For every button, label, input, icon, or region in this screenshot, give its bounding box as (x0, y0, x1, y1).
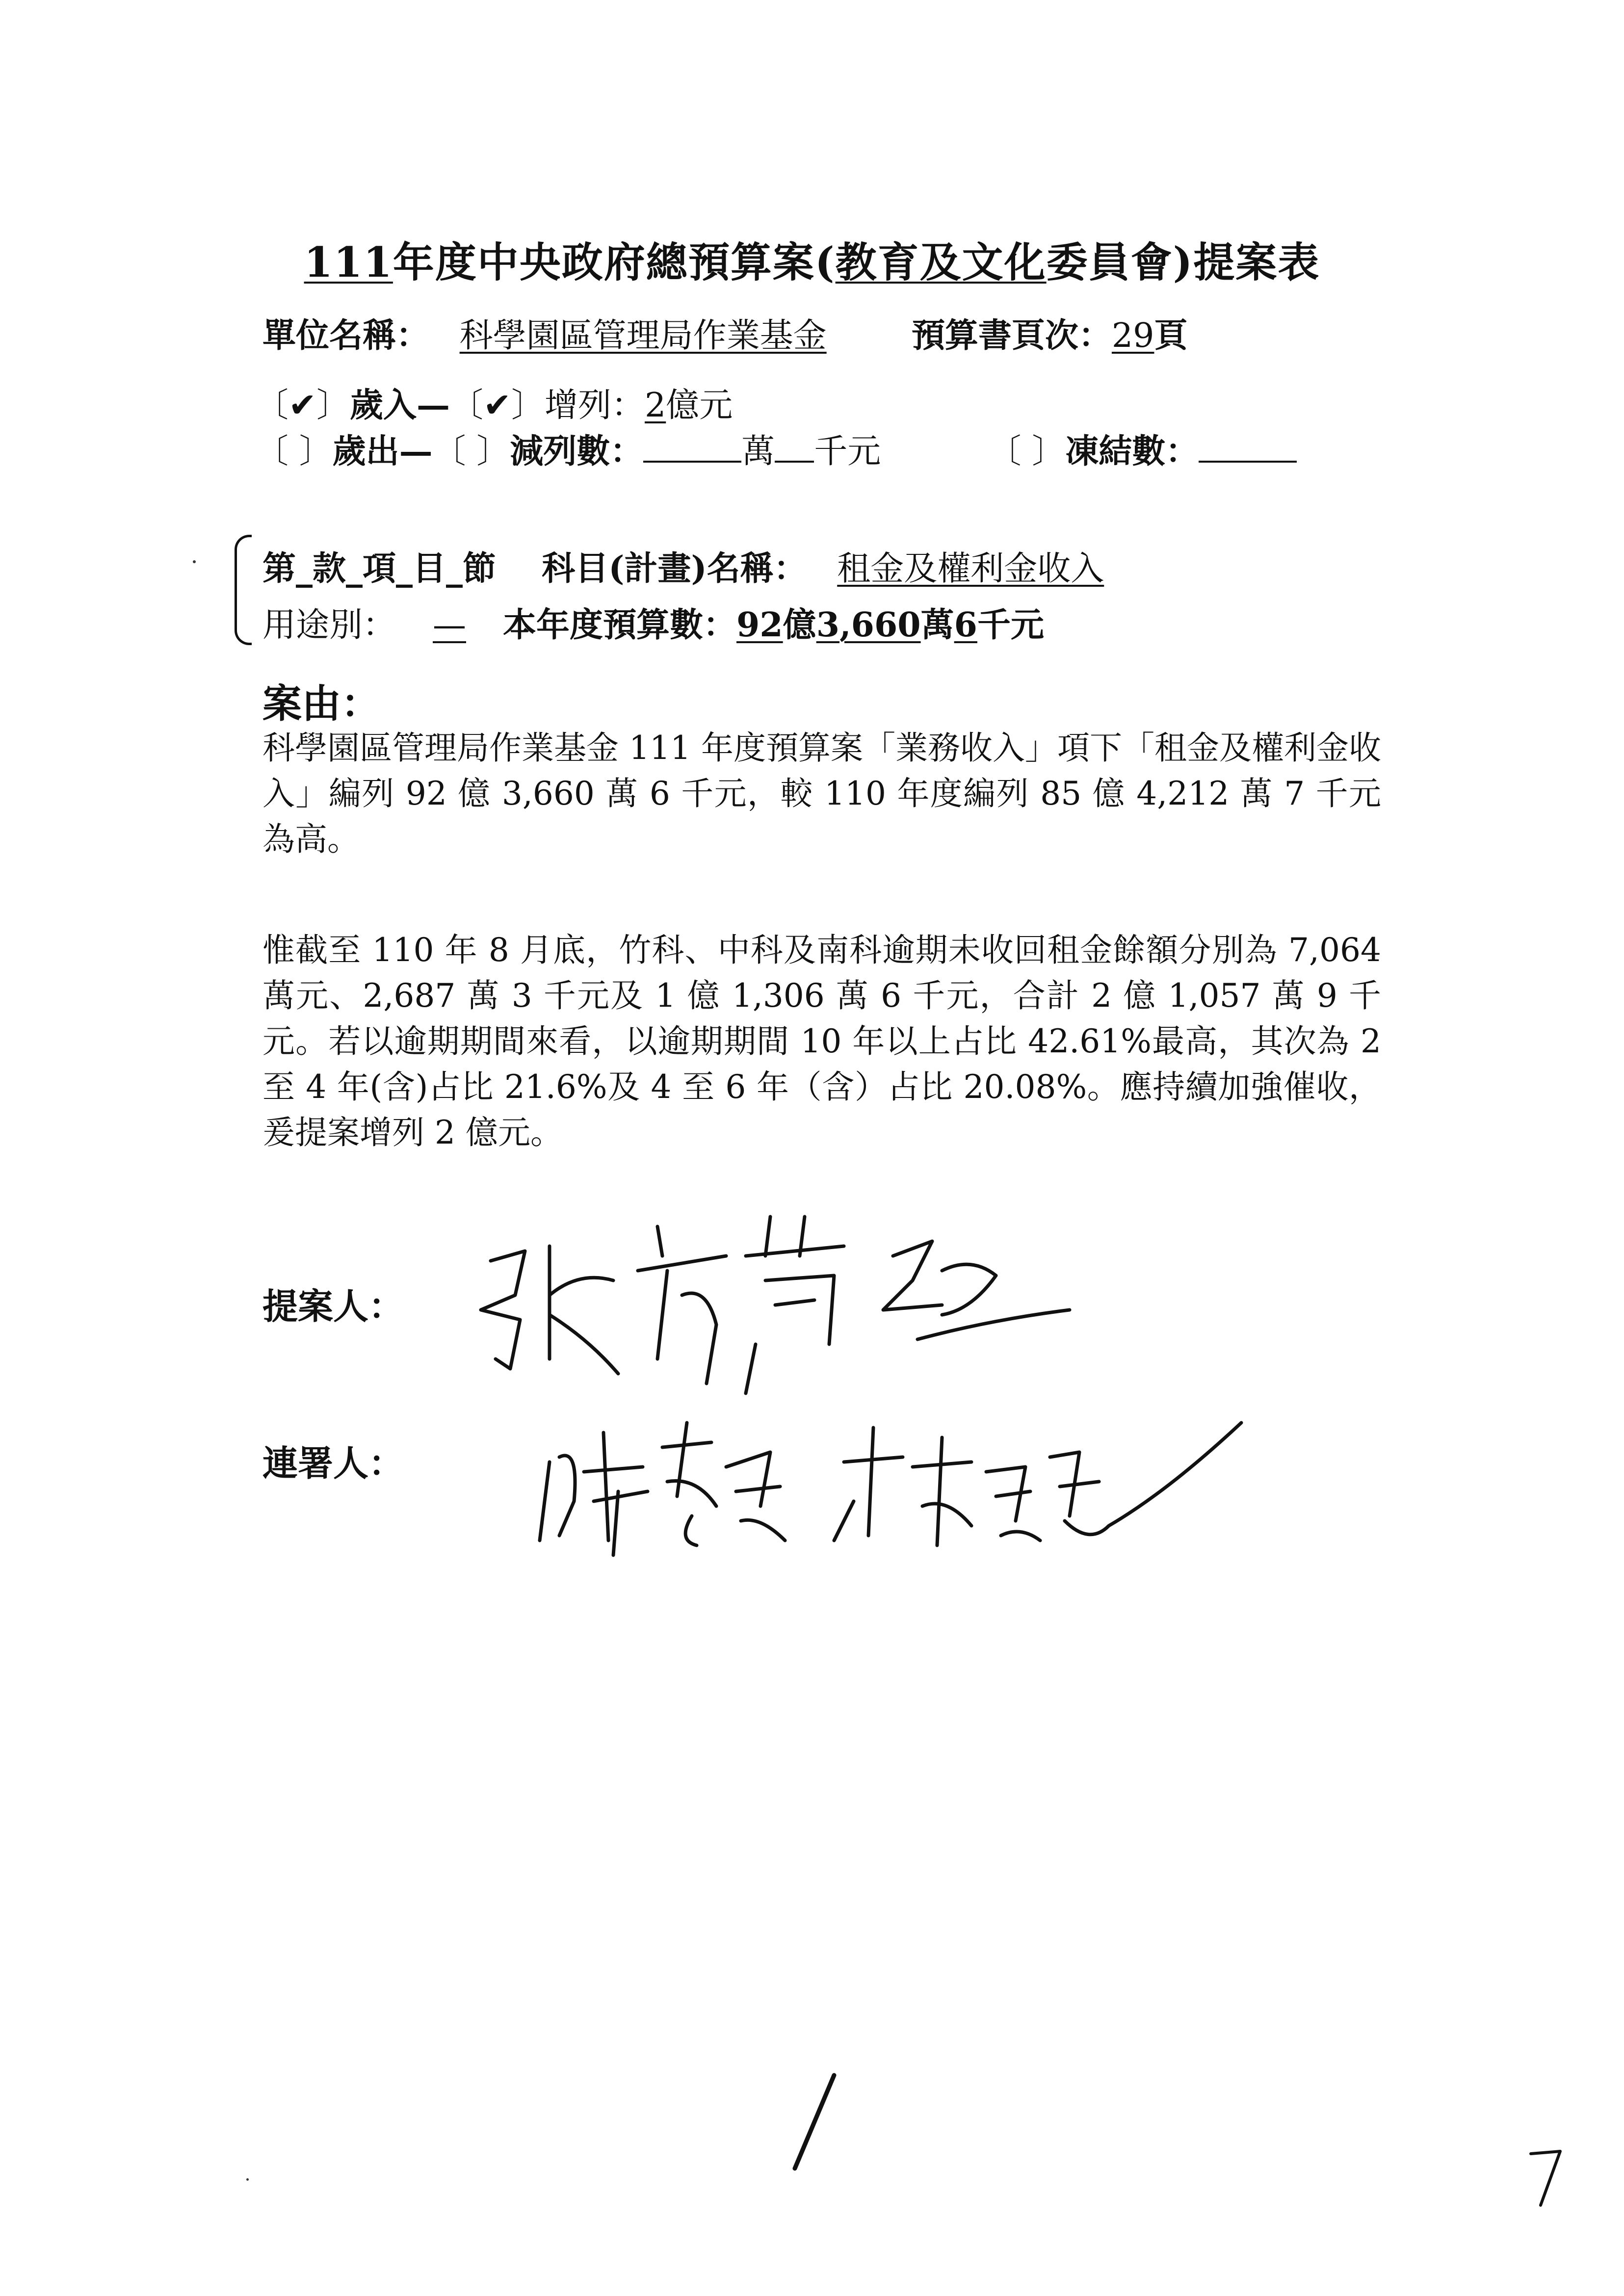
cosigner-signatures (530, 1379, 1266, 1565)
budget-qian-number: 6 (954, 605, 977, 645)
item-line (262, 542, 1133, 590)
usage-value: — (433, 606, 467, 645)
decrease-wan-blank (643, 427, 741, 463)
item-name-value: 租金及權利金收入 (837, 549, 1104, 588)
handwritten-mark-1 (780, 2070, 849, 2178)
freeze-blank (1199, 427, 1297, 463)
budget-wan-unit: 萬 (920, 605, 954, 645)
unit-line (262, 309, 1187, 357)
reason-heading: 案由： (262, 680, 380, 727)
increase-amount: 2 (645, 386, 666, 425)
increase-checkbox: 〔✔〕 (450, 386, 545, 425)
reason-paragraph-1: 科學園區管理局作業基金 111 年度預算案「業務收入」項下「租金及權利金收入」編列 92 億 3,660 萬 6 千元，較 110 年度編列 85 億 4,212 萬 7 千元為高。 (262, 729, 1381, 858)
budget-label: 本年度預算數： (503, 605, 737, 645)
title-text-a: 年度中央政府總預算案( (393, 238, 836, 287)
item-name-label: 科目(計畫)名稱： (542, 549, 807, 588)
budget-yi-number: 92 (736, 605, 783, 645)
item-bracket (235, 535, 252, 645)
reason-paragraph-2: 惟截至 110 年 8 月底，竹科、中科及南科逾期未收回租金餘額分別為 7,064 萬元、2,687 萬 3 千元及 1 億 1,306 萬 6 千元，合計 2 億 1,057 萬 9 千元。若以逾期期間來看，以逾期期間 10 年以上占比 42.61%最高，其次為 2 至 4 年(含)占比 21.6%及 4 至 6 年（含）占比 20.08%。應持續加強催收，爰提案增列 2 億元。 (262, 931, 1381, 1151)
expense-line (255, 425, 1297, 472)
item-prefix: 第_款_項_目_節 (262, 549, 497, 588)
title-year: 111 (304, 238, 393, 287)
decrease-wan: 萬 (741, 432, 775, 471)
expense-label: 歲出— (332, 432, 433, 471)
unit-label: 單位名稱： (262, 316, 430, 355)
proposer-signature (451, 1197, 1138, 1403)
budget-qian-unit: 千元 (977, 605, 1044, 645)
usage-line (262, 599, 1044, 646)
page-number-7 (1526, 2144, 1570, 2213)
usage-label: 用途別： (262, 606, 396, 645)
increase-unit: 億元 (666, 386, 733, 425)
budget-yi-unit: 億 (783, 605, 816, 645)
decrease-checkbox: 〔 〕 (432, 432, 510, 471)
page-value: 29 (1111, 316, 1154, 355)
decrease-label: 減列數： (510, 432, 644, 471)
increase-label: 增列： (544, 386, 645, 425)
decrease-qian: 千元 (814, 432, 881, 471)
page-label: 預算書頁次： (911, 316, 1112, 355)
decrease-qian-blank (775, 427, 814, 463)
form-title (0, 230, 1624, 289)
scan-speck (246, 2178, 249, 2181)
page-unit: 頁 (1154, 316, 1188, 355)
title-committee: 教育及文化 (835, 238, 1047, 287)
freeze-checkbox: 〔 〕 (988, 432, 1066, 471)
revenue-line (255, 379, 733, 426)
cosigner-label: 連署人： (262, 1442, 404, 1484)
budget-wan-number: 3,660 (816, 605, 921, 645)
unit-value: 科學園區管理局作業基金 (459, 316, 827, 355)
proposer-label: 提案人： (262, 1285, 404, 1327)
revenue-label: 歲入— (349, 386, 450, 425)
revenue-checkbox: 〔✔〕 (255, 386, 350, 425)
freeze-label: 凍結數： (1065, 432, 1199, 471)
scan-speck (193, 560, 196, 563)
expense-checkbox: 〔 〕 (255, 432, 333, 471)
title-text-b: 委員會)提案表 (1046, 238, 1320, 287)
